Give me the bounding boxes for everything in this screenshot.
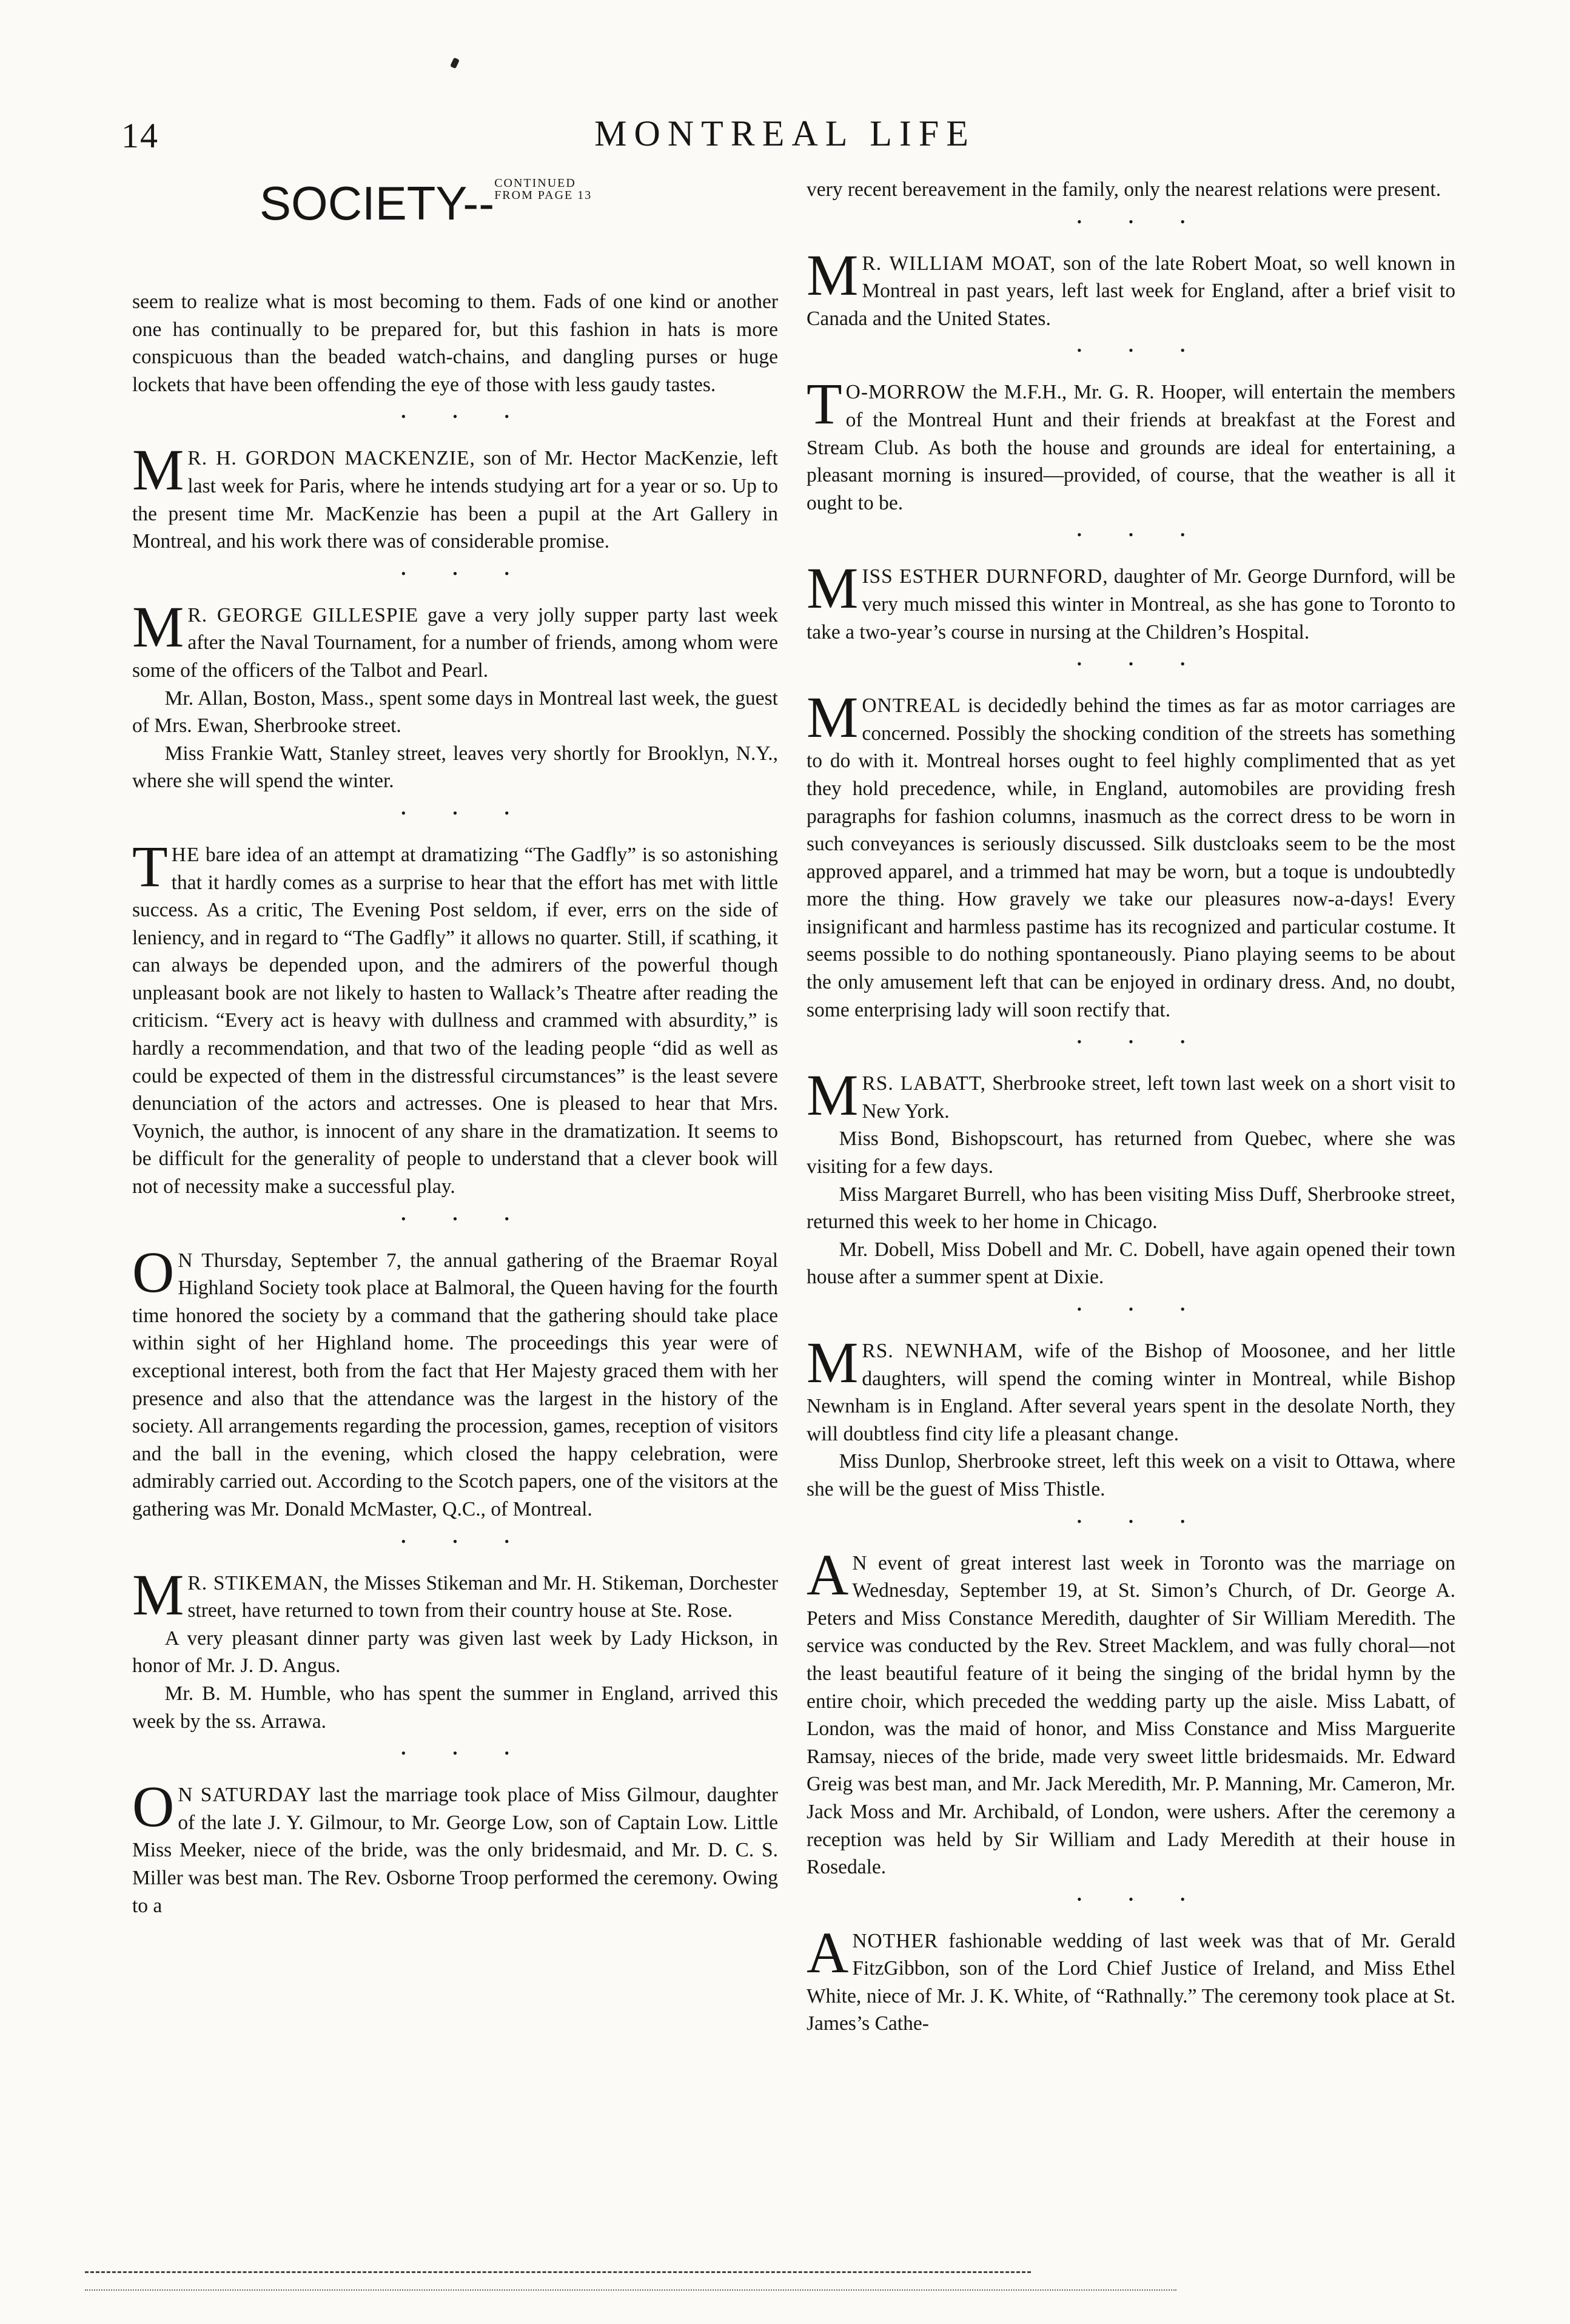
paragraph-text: son of the late Robert Moat, so well known in Montreal in past years, left last week for England, after a brief visit to Canada and the United States. (807, 252, 1455, 330)
paragraph (807, 242, 1455, 333)
paragraph-lead: O-MORROW (845, 381, 966, 404)
section-separator: • • • (1076, 1891, 1207, 1907)
paragraph-lead: R. STIKEMAN, (187, 1571, 329, 1594)
paragraph-text: is decidedly behind the times as far as motor carriages are concerned. Possibly the shocking condition of the streets has something to do with it. Montreal horses ought to feel highly complimented that as yet they hold precedence, while, in England, automobiles are providing fresh paragraphs for fashion columns, inasmuch as the correct dress to be worn in such conveyances is seriously discussed. Silk dustcloaks seem to be the most approved apparel, and a trimmed hat may be worn, but a toque is undoubtedly more the thing. How gravely we take our pleasures now-a-days! Every insignificant and harmless pastime has its recognized and particular costume. It seems possible to do nothing spontaneously. Piano playing seems to be about the only amusement left that can be enjoyed in ordinary dress. And, no doubt, some enterprising lady will soon rectify that. (807, 694, 1455, 1021)
paragraph-lead: N SATURDAY (178, 1784, 312, 1807)
paragraph (132, 685, 778, 740)
continued-line-1: CONTINUED (494, 176, 576, 190)
paragraph-lead: RS. NEWNHAM, (862, 1340, 1024, 1362)
paragraph-text: Mr. Dobell, Miss Dobell and Mr. C. Dobell, have again opened their town house after a summer spent at Dixie. (807, 1238, 1455, 1289)
drop-cap: M (132, 1562, 184, 1627)
section-separator: • • • (401, 1211, 531, 1226)
paragraph-lead: N (852, 1551, 868, 1574)
paragraph (807, 1125, 1455, 1180)
paragraph-text: wife of the Bishop of Moosonee, and her little daughters, will spend the coming winter in Montreal, while Bishop Newnham is in England. After several years spent in the desolate North, they will doubtless find city life a pleasant change. (807, 1340, 1456, 1445)
paragraph-text: Miss Dunlop, Sherbrooke street, left this week on a visit to Ottawa, where she will be the guest of Miss Thistle. (807, 1450, 1455, 1500)
paragraph (807, 1542, 1456, 1881)
paragraph-text: Mr. Allan, Boston, Mass., spent some days in Montreal last week, the guest of Mrs. Ewan, Sherbrooke street. (132, 687, 778, 737)
bottom-rule (85, 2271, 1031, 2284)
paragraph-text: bare idea of an attempt at dramatizing “The Gadfly” is so astonishing that it hardly comes as a surprise to hear that the effort has met with little success. As a critic, The Evening Post seldom, if ever, errs on the side of leniency, and in regard to “The Gadfly” it allows no quarter. Still, if scathing, it can always be depended upon, and the admirers of the powerful though unpleasant book are not likely to hasten to Wallack’s Theatre after reading the criticism. “Every act is heavy with dullness and crammed with absurdity,” is hardly a recommendation, and that two of the leading people “did as well as could be expected of them in the distressful circumstances” is the least severe denunciation of the actors and actresses. One is pleased to hear that Mrs. Voynich, the author, is innocent of any share in the dramatization. It seems to be difficult for the generality of people to understand that a clever book will not of necessity make a successful play. (132, 843, 778, 1198)
paragraph (132, 1239, 778, 1523)
paragraph (132, 740, 778, 795)
paragraph (807, 1181, 1455, 1236)
bottom-rule-dotted (85, 2289, 1176, 2292)
paragraph-text: son of Mr. Hector MacKenzie, left last week for Paris, where he intends studying art for a year or so. Up to the present time Mr. MacKenzie has been a pupil at the Art Gallery in Montreal, and his work there was of considerable promise. (132, 447, 778, 553)
section-separator: • • • (1076, 656, 1207, 672)
drop-cap: A (807, 1542, 849, 1607)
ink-speck (450, 58, 460, 69)
drop-cap: M (807, 242, 859, 307)
paragraph (807, 176, 1455, 204)
page-number: 14 (121, 116, 159, 155)
section-separator: • • • (401, 1533, 531, 1549)
drop-cap: T (807, 371, 842, 437)
drop-cap: O (132, 1239, 175, 1305)
drop-cap: M (132, 594, 184, 659)
paragraph-text: event of great interest last week in Toronto was the marriage on Wednesday, September 19, at St. Simon’s Church, of Dr. George A. Peters and Miss Constance Meredith, daughter of Sir William Meredith. The service was conducted by the Rev. Street Macklem, and was fully choral—not the least beautiful feature of it being the singing of the bridal hymn by the entire choir, which preceded the wedding party up the aisle. Miss Labatt, of London, was the maid of honor, and Miss Constance and Miss Marguerite Ramsay, nieces of the bride, made very sweet little bridesmaids. Mr. Edward Greig was best man, and Mr. Jack Meredith, Mr. P. Manning, Mr. Cameron, Mr. Jack Moss and Mr. Archibald, of London, were ushers. After the ceremony a reception was held by Sir William and Lady Meredith at their house in Rosedale. (807, 1551, 1456, 1879)
section-separator: • • • (1076, 1513, 1207, 1529)
paragraph-text: very recent bereavement in the family, only the nearest relations were present. (807, 178, 1441, 201)
paragraph-text: gave a very jolly supper party last week after the Naval Tournament, for a number of friends, among whom were some of the officers of the Talbot and Pearl. (132, 603, 778, 682)
paragraph (132, 594, 778, 685)
paragraph (807, 1330, 1456, 1448)
paragraph-text: the Misses Stikeman and Mr. H. Stikeman, Dorchester street, have returned to town from their country house at Ste. Rose. (187, 1571, 778, 1622)
drop-cap: M (807, 685, 859, 750)
drop-cap: M (807, 1063, 859, 1128)
paragraph-lead: R. GEORGE GILLESPIE (187, 603, 419, 626)
continued-line-2: FROM PAGE 13 (494, 189, 592, 202)
left-column-body (132, 288, 778, 1919)
paragraph-text: Miss Frankie Watt, Stanley street, leaves very shortly for Brooklyn, N.Y., where she will spend the winter. (132, 742, 778, 793)
paragraph (807, 1063, 1455, 1128)
paragraph (132, 1680, 778, 1735)
paragraph-text: fashionable wedding of last week was that of Mr. Gerald FitzGibbon, son of the Lord Chief Justice of Ireland, and Miss Ethel White, niece of Mr. J. K. White, of “Rathnally.” The ceremony took place at St. James’s Cathe- (807, 1929, 1455, 2035)
section-separator: • • • (401, 805, 531, 821)
drop-cap: M (132, 437, 184, 503)
paragraph (132, 1562, 778, 1627)
paragraph (132, 437, 778, 555)
paragraph (807, 685, 1455, 1024)
paragraph-text: seem to realize what is most becoming to them. Fads of one kind or another one has continually to be prepared for, but this fashion in hats is more conspicuous than the beaded watch-chains, and dangling purses or huge lockets that have been offending the eye of those with less gaudy tastes. (132, 290, 778, 396)
section-separator: • • • (1076, 343, 1207, 358)
paragraph (807, 371, 1455, 517)
drop-cap: O (132, 1774, 175, 1839)
paragraph-lead: ONTREAL (862, 694, 961, 717)
paragraph-text: Sherbrooke street, left town last week on a short visit to New York. (862, 1072, 1455, 1123)
paragraph-lead: HE (171, 843, 200, 866)
paragraph-text: Miss Margaret Burrell, who has been visiting Miss Duff, Sherbrooke street, returned this week to her home in Chicago. (807, 1183, 1455, 1234)
paragraph-lead: RS. LABATT, (862, 1072, 987, 1095)
paragraph-lead: N (178, 1249, 193, 1272)
section-separator: • • • (1076, 527, 1207, 543)
paragraph (807, 1919, 1455, 2038)
paragraph-text: Mr. B. M. Humble, who has spent the summer in England, arrived this week by the ss. Arrawa. (132, 1682, 778, 1733)
paragraph-text: A very pleasant dinner party was given last week by Lady Hickson, in honor of Mr. J. D. Angus. (132, 1627, 778, 1678)
paragraph (132, 288, 778, 398)
section-separator: • • • (401, 1745, 531, 1761)
paragraph-lead: NOTHER (852, 1929, 939, 1952)
section-separator: • • • (401, 565, 531, 581)
section-title-text: SOCIETY (260, 176, 463, 230)
publication-title: MONTREAL LIFE (594, 113, 976, 153)
paragraph-text: Miss Bond, Bishopscourt, has returned from Quebec, where she was visiting for a few days. (807, 1127, 1455, 1178)
section-title (260, 176, 778, 230)
paragraph (807, 556, 1455, 646)
paragraph (132, 833, 778, 1201)
section-separator: • • • (1076, 1301, 1207, 1317)
paragraph-lead: R. H. GORDON MACKENZIE, (187, 447, 475, 470)
continued-note (494, 177, 592, 201)
paragraph-text: daughter of Mr. George Durnford, will be very much missed this winter in Montreal, as she has gone to Toronto to take a two-year’s course in nursing at the Children’s Hospital. (807, 565, 1455, 643)
paragraph-text: the M.F.H., Mr. G. R. Hooper, will entertain the members of the Montreal Hunt and their friends at breakfast at the Forest and Stream Club. As both the house and grounds are ideal for entertaining, a pleasant morning is insured—provided, of course, that the weather is all it ought to be. (807, 381, 1455, 514)
paragraph-lead: R. WILLIAM MOAT, (862, 252, 1056, 275)
paragraph-lead: ISS ESTHER DURNFORD, (862, 565, 1109, 588)
drop-cap: A (807, 1919, 849, 1985)
right-column (807, 176, 1455, 2038)
paragraph-text: Thursday, September 7, the annual gathering of the Braemar Royal Highland Society took place at Balmoral, the Queen having for the fourth time honored the society by a command that the gathering should take place within sight of her Highland home. The proceedings this year were of exceptional interest, both from the fact that Her Majesty graced them with her presence and also that the attendance was the largest in the history of the society. All arrangements regarding the procession, games, reception of visitors and the ball in the evening, which closed the happy celebration, were admirably carried out. According to the Scotch papers, one of the visitors at the gathering was Mr. Donald McMaster, Q.C., of Montreal. (132, 1249, 778, 1520)
paragraph (807, 1448, 1455, 1503)
right-column-body (807, 176, 1455, 2038)
section-separator: • • • (1076, 1034, 1207, 1050)
section-separator: • • • (401, 409, 531, 425)
paragraph (132, 1774, 779, 1919)
drop-cap: M (807, 1330, 859, 1395)
paragraph-text: last the marriage took place of Miss Gilmour, daughter of the late J. Y. Gilmour, to Mr. George Low, son of Captain Low. Little Miss Meeker, niece of the bride, was the only bridesmaid, and Mr. D. C. S. Miller was best man. The Rev. Osborne Troop performed the ceremony. Owing to a (132, 1784, 779, 1917)
drop-cap: T (132, 833, 168, 899)
section-title-dashes: -- (463, 176, 495, 230)
paragraph (132, 1625, 778, 1680)
left-column (132, 176, 778, 1919)
section-separator: • • • (1076, 213, 1207, 229)
drop-cap: M (807, 556, 859, 621)
paragraph (807, 1236, 1455, 1291)
